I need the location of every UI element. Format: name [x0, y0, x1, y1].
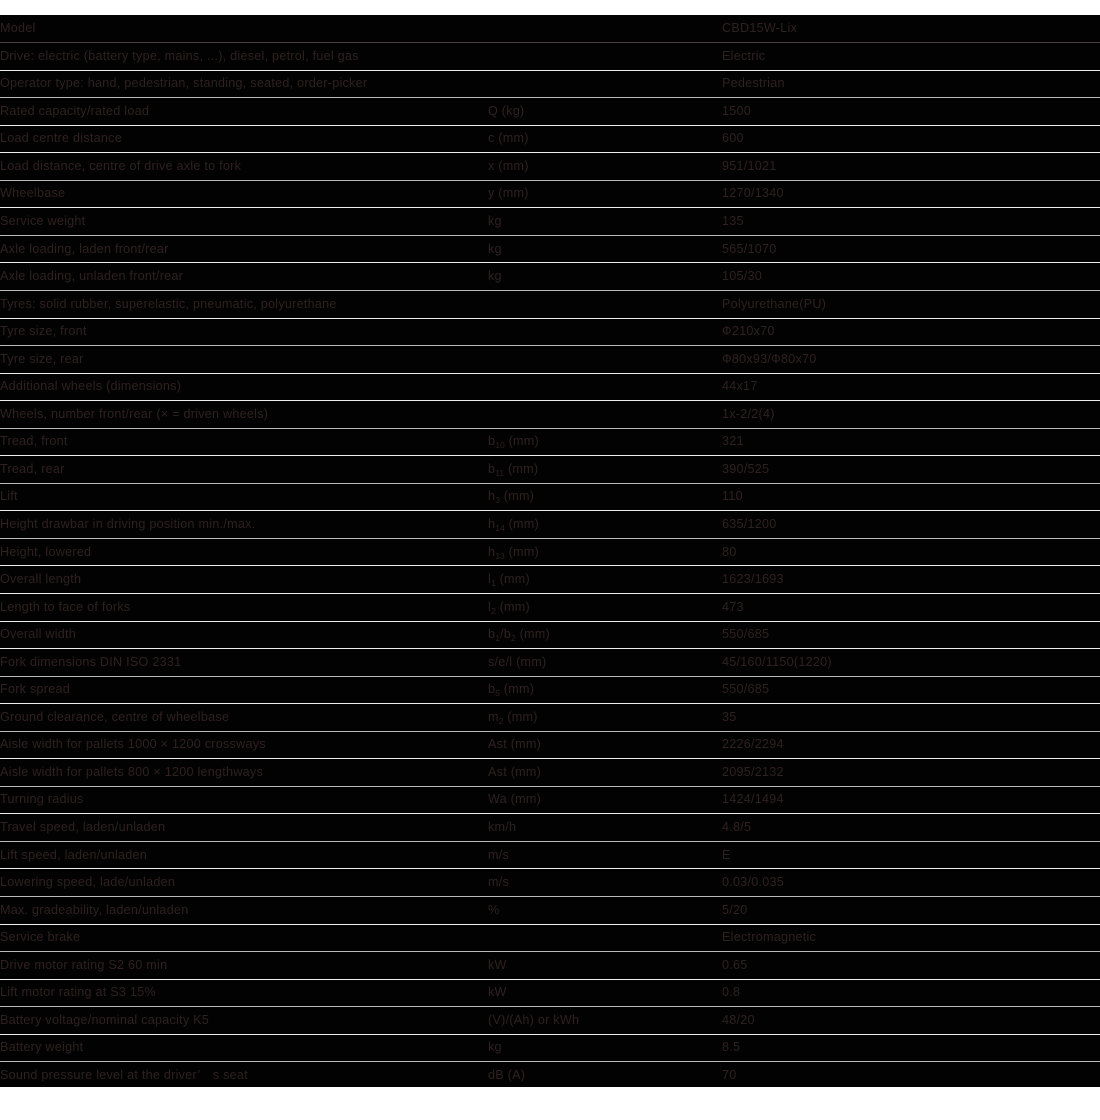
row-value: 0.8 — [722, 979, 1100, 1007]
row-value: Ф210x70 — [722, 318, 1100, 346]
row-symbol: m/s — [488, 869, 722, 897]
row-symbol: s/e/l (mm) — [488, 649, 722, 677]
table-row — [0, 676, 1100, 704]
row-value: 0.65 — [722, 952, 1100, 980]
row-label: Overall width — [0, 621, 488, 649]
row-value: 635/1200 — [722, 511, 1100, 539]
row-label: Aisle width for pallets 1000 × 1200 crossways — [0, 731, 488, 759]
row-value: 2226/2294 — [722, 731, 1100, 759]
row-value: 4.8/5 — [722, 814, 1100, 842]
specification-table-body — [0, 15, 1100, 1089]
row-value: Polyurethane(PU) — [722, 290, 1100, 318]
row-value: 390/525 — [722, 456, 1100, 484]
row-value: 70 — [722, 1062, 1100, 1090]
row-symbol: kg — [488, 235, 722, 263]
table-row — [0, 15, 1100, 43]
row-label: Sound pressure level at the driver’ s seat — [0, 1062, 488, 1090]
row-symbol — [488, 70, 722, 98]
row-label: Service weight — [0, 208, 488, 236]
row-value: 135 — [722, 208, 1100, 236]
row-value: 550/685 — [722, 621, 1100, 649]
row-symbol: kg — [488, 208, 722, 236]
table-row — [0, 566, 1100, 594]
row-label: Height drawbar in driving position min./max. — [0, 511, 488, 539]
row-label: Fork dimensions DIN ISO 2331 — [0, 649, 488, 677]
table-row — [0, 456, 1100, 484]
row-value: 8.5 — [722, 1034, 1100, 1062]
row-value: 321 — [722, 428, 1100, 456]
row-symbol: y (mm) — [488, 180, 722, 208]
row-label: Load distance, centre of drive axle to fork — [0, 153, 488, 181]
table-row — [0, 593, 1100, 621]
table-row — [0, 346, 1100, 374]
row-symbol: Q (kg) — [488, 98, 722, 126]
row-symbol: (V)/(Ah) or kWh — [488, 1007, 722, 1035]
row-label: Operator type: hand, pedestrian, standing, seated, order-picker — [0, 70, 488, 98]
row-label: Model — [0, 15, 488, 43]
row-label: Height, lowered — [0, 538, 488, 566]
row-label: Tyre size, front — [0, 318, 488, 346]
table-row — [0, 1062, 1100, 1090]
row-symbol: $h_3$ (mm) — [488, 483, 722, 511]
row-label: Axle loading, laden front/rear — [0, 235, 488, 263]
row-label: Service brake — [0, 924, 488, 952]
row-label: Drive motor rating S2 60 min — [0, 952, 488, 980]
table-row — [0, 208, 1100, 236]
row-symbol — [488, 373, 722, 401]
row-label: Wheelbase — [0, 180, 488, 208]
row-symbol: dB (A) — [488, 1062, 722, 1090]
row-label: Wheels, number front/rear (× = driven wheels) — [0, 401, 488, 429]
row-value: CBD15W-Lix — [722, 15, 1100, 43]
row-label: Overall length — [0, 566, 488, 594]
row-label: Lift — [0, 483, 488, 511]
table-row — [0, 98, 1100, 126]
table-row — [0, 952, 1100, 980]
row-value: 473 — [722, 593, 1100, 621]
table-row — [0, 511, 1100, 539]
table-row — [0, 759, 1100, 787]
row-value: 35 — [722, 704, 1100, 732]
row-label: Axle loading, unladen front/rear — [0, 263, 488, 291]
row-label: Length to face of forks — [0, 593, 488, 621]
table-row — [0, 263, 1100, 291]
row-symbol: $h_{13}$ (mm) — [488, 538, 722, 566]
row-symbol — [488, 924, 722, 952]
row-symbol: kW — [488, 979, 722, 1007]
bottom-margin — [0, 1087, 1100, 1120]
table-row — [0, 538, 1100, 566]
table-row — [0, 1034, 1100, 1062]
table-row — [0, 318, 1100, 346]
row-value: 951/1021 — [722, 153, 1100, 181]
row-value: Electromagnetic — [722, 924, 1100, 952]
row-label: Battery voltage/nominal capacity K5 — [0, 1007, 488, 1035]
table-row — [0, 125, 1100, 153]
row-value: 44x17 — [722, 373, 1100, 401]
row-symbol: Ast (mm) — [488, 759, 722, 787]
row-label: Aisle width for pallets 800 × 1200 lengthways — [0, 759, 488, 787]
row-label: Max. gradeability, laden/unladen — [0, 897, 488, 925]
row-symbol: km/h — [488, 814, 722, 842]
row-value: 1270/1340 — [722, 180, 1100, 208]
table-row — [0, 483, 1100, 511]
row-value: Ф80x93/Ф80x70 — [722, 346, 1100, 374]
row-value: 0.03/0.035 — [722, 869, 1100, 897]
table-row — [0, 70, 1100, 98]
table-row — [0, 814, 1100, 842]
row-symbol: $m_2$ (mm) — [488, 704, 722, 732]
row-symbol — [488, 346, 722, 374]
row-label: Fork spread — [0, 676, 488, 704]
table-row — [0, 924, 1100, 952]
row-label: Turning radius — [0, 786, 488, 814]
row-value: E — [722, 841, 1100, 869]
row-symbol: $b_1/b_2$ (mm) — [488, 621, 722, 649]
row-value: 105/30 — [722, 263, 1100, 291]
row-label: Drive: electric (battery type, mains, ...), diesel, petrol, fuel gas — [0, 43, 488, 71]
row-value: 1500 — [722, 98, 1100, 126]
row-label: Lift motor rating at S3 15% — [0, 979, 488, 1007]
table-row — [0, 290, 1100, 318]
row-symbol: kW — [488, 952, 722, 980]
table-row — [0, 704, 1100, 732]
row-label: Travel speed, laden/unladen — [0, 814, 488, 842]
table-row — [0, 731, 1100, 759]
row-value: 1623/1693 — [722, 566, 1100, 594]
row-value: 600 — [722, 125, 1100, 153]
row-label: Tyre size, rear — [0, 346, 488, 374]
row-symbol — [488, 15, 722, 43]
row-symbol: Wa (mm) — [488, 786, 722, 814]
row-label: Tread, front — [0, 428, 488, 456]
row-symbol: m/s — [488, 841, 722, 869]
row-label: Additional wheels (dimensions) — [0, 373, 488, 401]
row-value: 48/20 — [722, 1007, 1100, 1035]
table-row — [0, 786, 1100, 814]
row-value: 45/160/1150(1220) — [722, 649, 1100, 677]
row-symbol: $b_5$ (mm) — [488, 676, 722, 704]
table-row — [0, 897, 1100, 925]
row-label: Lift speed, laden/unladen — [0, 841, 488, 869]
row-symbol: $l_2$ (mm) — [488, 593, 722, 621]
row-label: Rated capacity/rated load — [0, 98, 488, 126]
row-value: Electric — [722, 43, 1100, 71]
row-symbol — [488, 401, 722, 429]
row-symbol — [488, 290, 722, 318]
row-symbol: kg — [488, 1034, 722, 1062]
row-symbol: $b_{10}$ (mm) — [488, 428, 722, 456]
table-row — [0, 841, 1100, 869]
row-symbol: kg — [488, 263, 722, 291]
row-symbol: $h_{14}$ (mm) — [488, 511, 722, 539]
row-symbol: Ast (mm) — [488, 731, 722, 759]
table-row — [0, 979, 1100, 1007]
row-label: Lowering speed, lade/unladen — [0, 869, 488, 897]
top-margin — [0, 0, 1100, 15]
table-row — [0, 180, 1100, 208]
row-symbol: $l_1$ (mm) — [488, 566, 722, 594]
row-symbol: x (mm) — [488, 153, 722, 181]
row-value: 5/20 — [722, 897, 1100, 925]
table-row — [0, 235, 1100, 263]
row-value: 1x-2/2(4) — [722, 401, 1100, 429]
row-symbol: $b_{11}$ (mm) — [488, 456, 722, 484]
table-row — [0, 401, 1100, 429]
row-value: 550/685 — [722, 676, 1100, 704]
row-label: Tyres: solid rubber, superelastic, pneumatic, polyurethane — [0, 290, 488, 318]
row-label: Battery weight — [0, 1034, 488, 1062]
specification-table — [0, 15, 1100, 1090]
table-row — [0, 621, 1100, 649]
table-row — [0, 43, 1100, 71]
row-symbol — [488, 318, 722, 346]
row-value: Pedestrian — [722, 70, 1100, 98]
spec-table-container — [0, 15, 1100, 1090]
row-value: 80 — [722, 538, 1100, 566]
row-value: 1424/1494 — [722, 786, 1100, 814]
row-value: 110 — [722, 483, 1100, 511]
row-value: 565/1070 — [722, 235, 1100, 263]
row-symbol: c (mm) — [488, 125, 722, 153]
row-label: Tread, rear — [0, 456, 488, 484]
row-value: 2095/2132 — [722, 759, 1100, 787]
table-row — [0, 649, 1100, 677]
row-symbol: % — [488, 897, 722, 925]
row-label: Load centre distance — [0, 125, 488, 153]
table-row — [0, 428, 1100, 456]
table-row — [0, 869, 1100, 897]
table-row — [0, 373, 1100, 401]
table-row — [0, 153, 1100, 181]
row-label: Ground clearance, centre of wheelbase — [0, 704, 488, 732]
table-row — [0, 1007, 1100, 1035]
row-symbol — [488, 43, 722, 71]
